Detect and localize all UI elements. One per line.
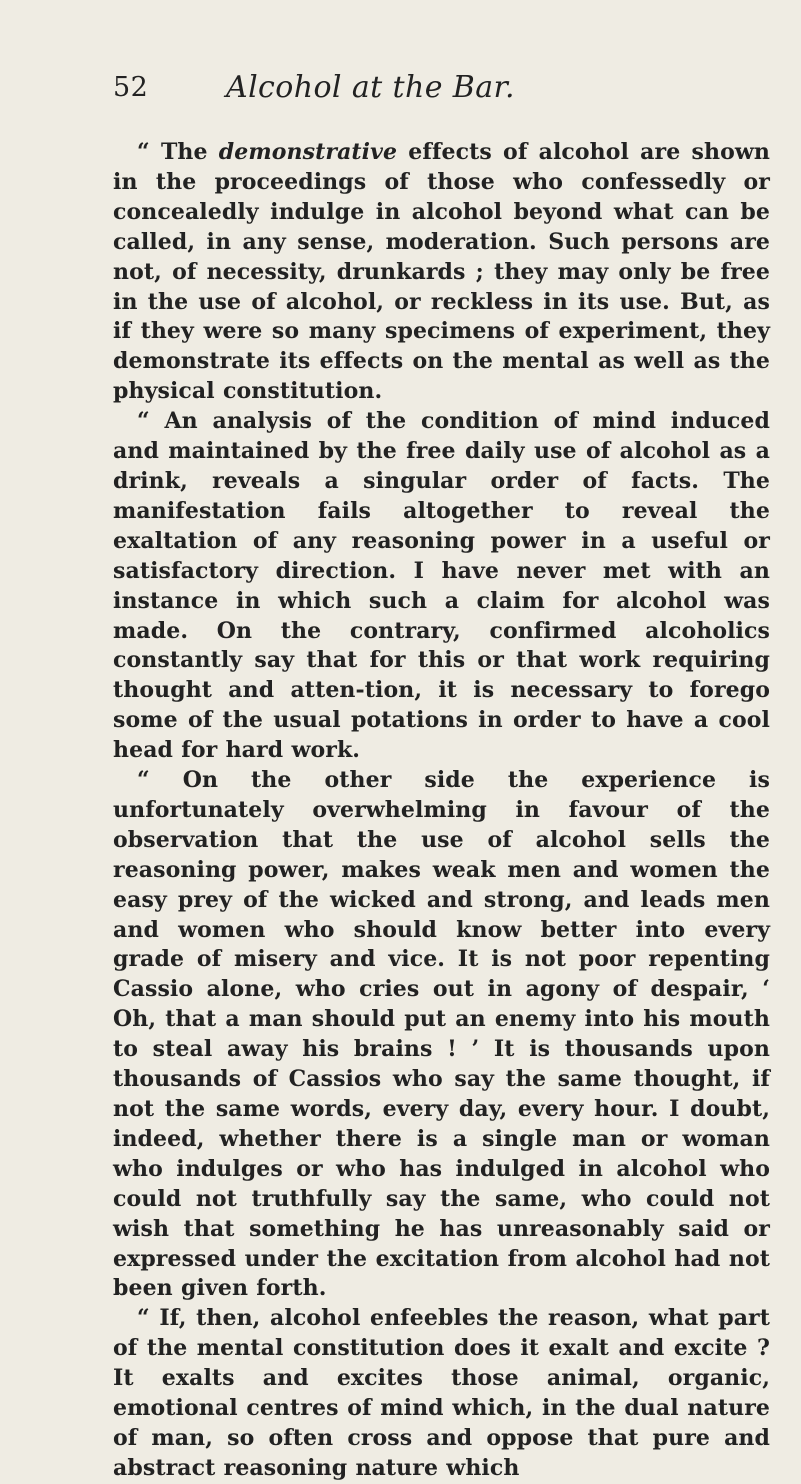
paragraph-demonstrative-effects <box>113 138 770 407</box>
body-text <box>113 138 770 1484</box>
paragraph-enfeebles-reason: “ If, then, alcohol enfeebles the reason, what part of the mental constitution does it exalt and excite ? It exalts and excites those animal, organic, emotional centres of mind which, in the dual nature of man, so often cross and oppose that pure and abstract reasoning nature which <box>113 1305 770 1481</box>
running-header <box>113 72 753 112</box>
paragraph-text: effects of alcohol are shown in the proceedings of those who confessedly or concealedly indulge in alcohol beyond what can be called, in any sense, moderation. Such persons are not, of necessity, drunkards ; they may only be free in the use of alcohol, or reckless in its use. But, as if they were so many specimens of experiment, they demonstrate its effects on the mental as well as the physical constitution. <box>113 139 770 405</box>
paragraph-other-side: “ On the other side the experience is unfortunately overwhelming in favour of the observation that the use of alcohol sells the reasoning power, makes weak men and women the easy prey of the wicked and strong, and leads men and women who should know better into every grade of misery and vice. It is not poor repenting Cassio alone, who cries out in agony of despair, ‘ Oh, that a man should put an enemy into his mouth to steal away his brains ! ’ It is thousands upon thousands of Cassios who say the same thought, if not the same words, every day, every hour. I doubt, indeed, whether there is a single man or woman who indulges or who has indulged in alcohol who could not truthfully say the same, who could not wish that something he has unreasonably said or expressed under the excitation from alcohol had not been given forth. <box>113 767 770 1302</box>
running-title: Alcohol at the Bar. <box>226 70 515 105</box>
paragraph-lead: “ The <box>137 139 219 165</box>
emphasized-word: demonstrative <box>218 139 398 165</box>
page-number: 52 <box>113 72 149 103</box>
paragraph-analysis-of-mind: “ An analysis of the condition of mind induced and maintained by the free daily use of alcohol as a drink, reveals a singular order of facts. The manifestation fails altogether to reveal the exaltation of any reasoning power in a useful or satisfactory direction. I have never met with an instance in which such a claim for alcohol was made. On the contrary, confirmed alcoholics constantly say that for this or that work requiring thought and atten-tion, it is necessary to forego some of the usual potations in order to have a cool head for hard work. <box>113 408 770 764</box>
